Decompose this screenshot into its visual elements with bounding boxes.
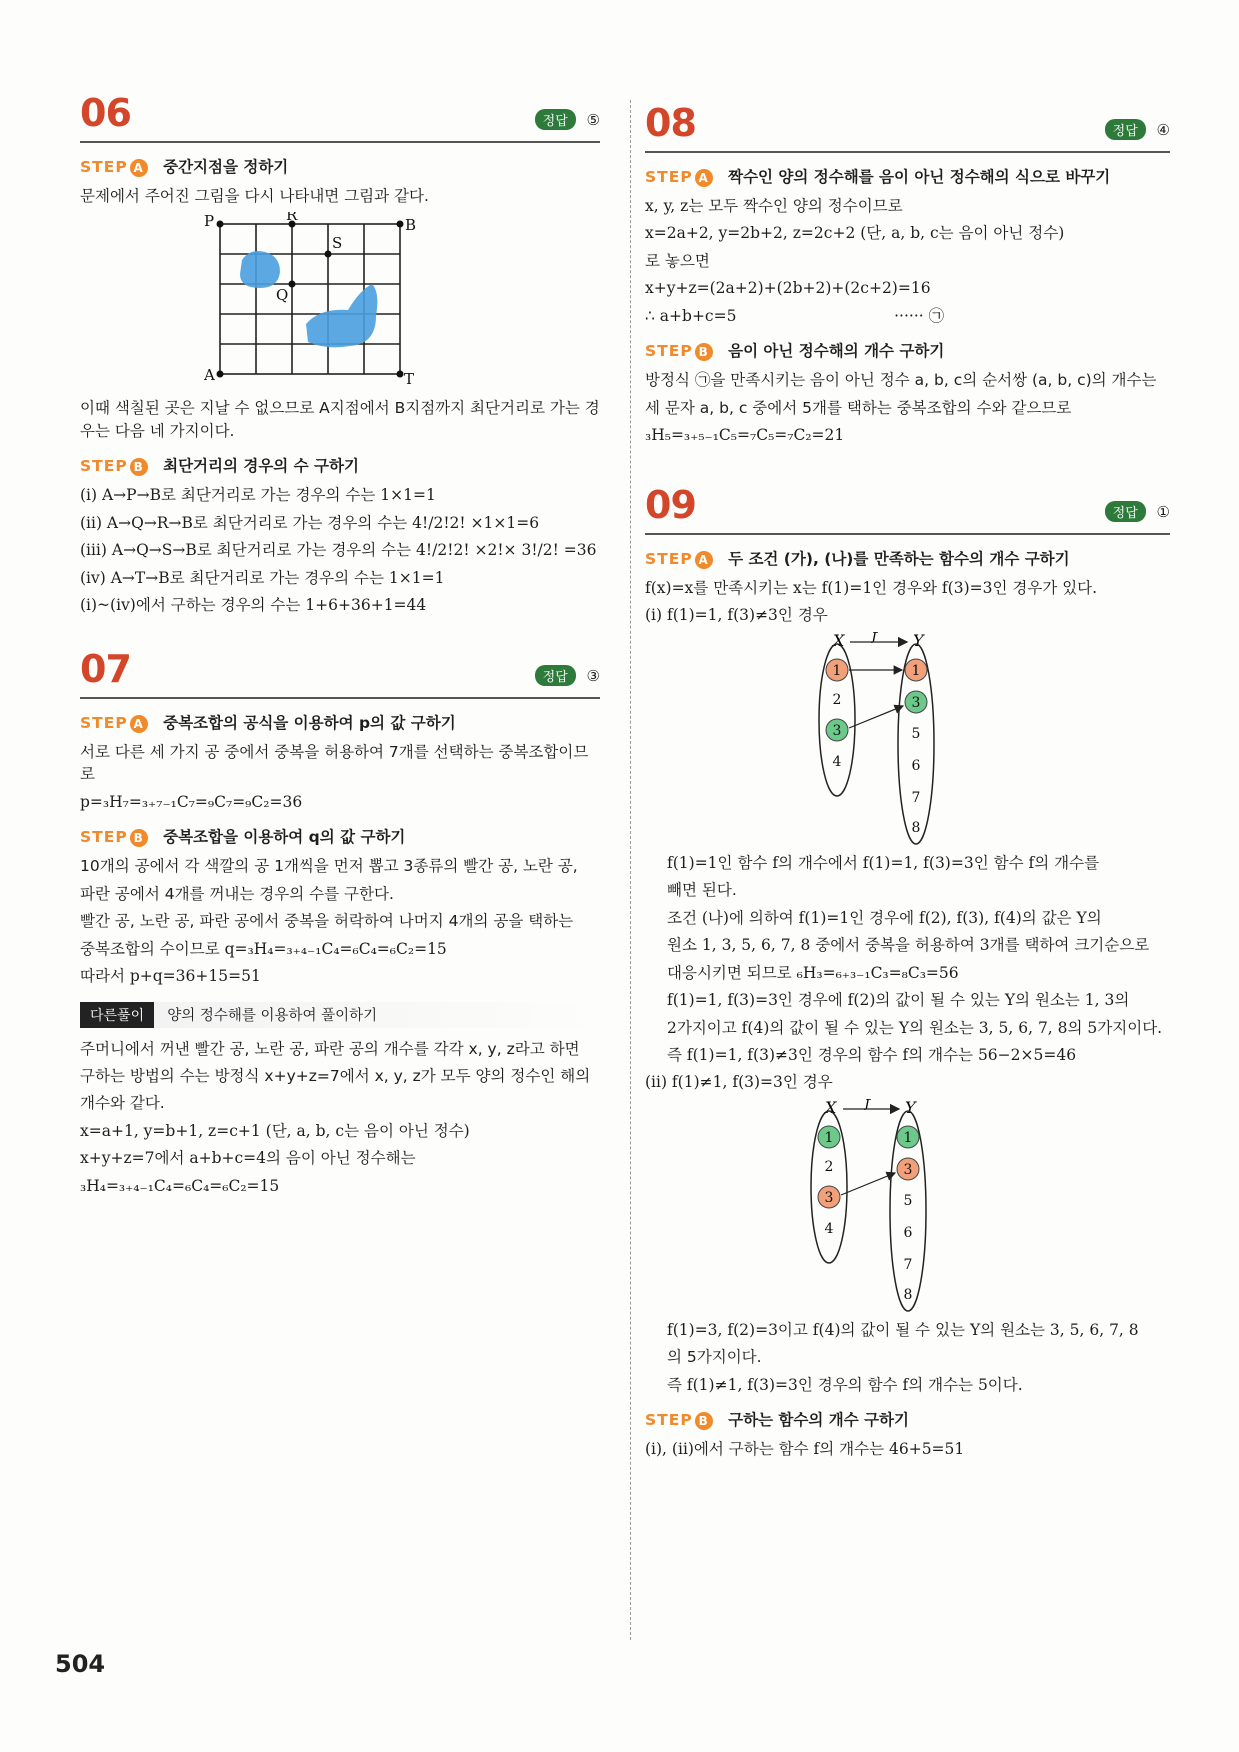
step-title: 중복조합의 공식을 이용하여 p의 값 구하기 [163,713,456,732]
step-line: x+y+z=(2a+2)+(2b+2)+(2c+2)=16 [645,279,931,298]
alt-line: x+y+z=7에서 a+b+c=4의 음이 아닌 정수해는 [80,1149,416,1168]
case-line: (ⅰ)~(ⅳ)에서 구하는 경우의 수는 1+6+36+1=44 [80,596,427,615]
step-title: 짝수인 양의 정수해를 음이 아닌 정수해의 식으로 바꾸기 [728,168,1111,186]
alt-line: 주머니에서 꺼낸 빨간 공, 노란 공, 파란 공의 개수를 각각 x, y, z라고 하면 [80,1039,580,1058]
label-Y: Y [913,631,924,650]
problem-07-header [80,646,600,699]
mapping-svg-1 [645,632,1170,847]
case2-line: 즉 f(1)≠1, f(3)=3인 경우의 함수 f의 개수는 5이다. [667,1375,1023,1394]
case1-line: 원소 1, 3, 5, 6, 7, 8 중에서 중복을 허용하여 3개를 택하여 크기순으로 [667,936,1150,955]
step-a-heading [645,547,1170,569]
shaded-region-1 [240,251,280,288]
label-T: T [404,370,415,389]
codomain-1: 1 [911,662,921,679]
case-line: (ⅰ) A→P→B로 최단거리로 가는 경우의 수는 1×1=1 [80,486,436,505]
codomain-8: 8 [911,819,921,836]
codomain-5: 5 [903,1192,913,1209]
step-a-heading [80,155,600,177]
step-line: 세 문자 a, b, c 중에서 5개를 택하는 중복조합의 수와 같으므로 [645,398,1072,417]
domain-2: 2 [832,691,842,708]
grid-svg [80,212,600,392]
domain-1: 1 [824,1129,834,1146]
label-S: S [332,234,343,253]
codomain-3: 3 [903,1161,913,1178]
step-b-heading [645,1408,1170,1430]
problem-06-header [80,91,600,143]
grid-note: 이때 색칠된 곳은 지날 수 없으므로 A지점에서 B지점까지 최단거리로 가는 경우는 다음 네 가지이다. [80,399,600,440]
codomain-5: 5 [911,725,921,742]
step-line: 10개의 공에서 각 색깔의 공 1개씩을 먼저 뽑고 3종류의 빨간 공, 노란 공, [80,857,578,876]
step-text: 문제에서 주어진 그림을 다시 나타내면 그림과 같다. [80,187,429,205]
intro-line: f(x)=x를 만족시키는 x는 f(1)=1인 경우와 f(3)=3인 경우가 있다. [645,578,1098,597]
alt-line: 개수와 같다. [80,1094,165,1113]
step-line: 서로 다른 세 가지 공 중에서 중복을 허용하여 7개를 선택하는 중복조합이므로 [80,742,589,784]
step-line: x=2a+2, y=2b+2, z=2c+2 (단, a, b, c는 음이 아닌 정수) [645,224,1065,243]
domain-4: 4 [832,753,842,770]
step-line: 파란 공에서 4개를 꺼내는 경우의 수를 구한다. [80,884,394,903]
step-title: 두 조건 (가), (나)를 만족하는 함수의 개수 구하기 [728,549,1070,568]
codomain-7: 7 [903,1256,913,1273]
label-f: f [872,631,878,644]
case1-line: 빼면 된다. [667,881,737,900]
answer-badge: 정답 [1105,501,1146,522]
answer [1105,501,1170,522]
problem-number: 09 [645,482,696,527]
domain-3: 3 [824,1189,834,1206]
alt-line: x=a+1, y=b+1, z=c+1 (단, a, b, c는 음이 아닌 정수) [80,1121,470,1140]
problem-number: 07 [80,646,131,691]
problem-09-header [645,482,1170,535]
label-X: X [825,1098,837,1117]
codomain-3: 3 [911,694,921,711]
step-tag: STEP A [80,158,148,176]
step-b-heading [80,454,600,476]
case1-line: 2가지이고 f(4)의 값이 될 수 있는 Y의 원소는 3, 5, 6, 7, 8의 5가지이다. [667,1018,1163,1037]
grid-diagram [80,212,600,392]
step-tag: STEP B [645,1411,713,1429]
step-a-heading [80,711,600,733]
alt-line: ₃H₄=₃₊₄₋₁C₄=₆C₄=₆C₂=15 [80,1176,280,1195]
mapping-svg-2 [645,1099,1170,1314]
case2-line: 의 5가지이다. [667,1348,762,1367]
alt-line: 구하는 방법의 수는 방정식 x+y+z=7에서 x, y, z가 모두 양의 정수인 해의 [80,1066,591,1085]
codomain-1: 1 [903,1129,913,1146]
alt-tag: 다른풀이 [80,1002,154,1028]
shaded-region-2 [306,284,377,347]
case1-line: 조건 (나)에 의하여 f(1)=1인 경우에 f(2), f(3), f(4)의 값은 Y의 [667,908,1102,927]
case1-line: 대응시키면 되므로 ₆H₃=₆₊₃₋₁C₃=₈C₃=56 [667,963,959,982]
case1-line: f(1)=1인 함수 f의 개수에서 f(1)=1, f(3)=3인 함수 f의 개수를 [667,853,1100,872]
domain-3: 3 [832,722,842,739]
step-line: 방정식 ㉠을 만족시키는 음이 아닌 정수 a, b, c의 순서쌍 (a, b, c)의 개수는 [645,371,1157,390]
step-line: x, y, z는 모두 짝수인 양의 정수이므로 [645,197,903,215]
step-line: p=₃H₇=₃₊₇₋₁C₇=₉C₇=₉C₂=36 [80,792,303,811]
column-divider [630,100,632,1640]
label-P: P [204,212,215,231]
step-line: 따라서 p+q=36+15=51 [80,967,261,986]
answer-value: ① [1156,502,1170,521]
case1-line: 즉 f(1)=1, f(3)≠3인 경우의 함수 f의 개수는 56−2×5=46 [667,1045,1077,1064]
step-title: 최단거리의 경우의 수 구하기 [163,457,359,476]
answer-value: ③ [586,666,600,685]
answer [1105,119,1170,140]
case-title: (ⅱ) f(1)≠1, f(3)=3인 경우 [645,1073,833,1092]
step-tag: STEP A [645,168,713,186]
label-X: X [833,631,845,650]
label-Q: Q [276,286,289,305]
case-line: (ⅳ) A→T→B로 최단거리로 가는 경우의 수는 1×1=1 [80,568,445,587]
label-Y: Y [905,1098,916,1117]
step-a-heading [645,165,1170,187]
step-tag: STEP A [645,550,713,568]
step-line: 빨간 공, 노란 공, 파란 공에서 중복을 허락하여 나머지 4개의 공을 택하는 [80,912,574,931]
label-R: R [286,212,298,225]
domain-1: 1 [832,662,842,679]
step-line: 중복조합의 수이므로 q=₃H₄=₃₊₄₋₁C₄=₆C₄=₆C₂=15 [80,939,447,958]
problem-08-header [645,101,1170,153]
page-number: 504 [55,1650,106,1678]
answer-badge: 정답 [535,109,576,130]
codomain-6: 6 [903,1224,913,1241]
label-f: f [865,1098,871,1111]
label-B: B [405,216,417,235]
step-tag: STEP B [645,342,713,360]
step-title: 음이 아닌 정수해의 개수 구하기 [728,342,945,361]
left-column [80,91,600,1202]
mapping-diagram-2 [645,1099,1170,1314]
step-tag: STEP B [80,828,148,846]
codomain-7: 7 [911,789,921,806]
codomain-6: 6 [911,757,921,774]
step-tag: STEP A [80,714,148,732]
step-b-heading [80,825,600,847]
step-line: ₃H₅=₃₊₅₋₁C₅=₇C₅=₇C₂=21 [645,426,845,445]
right-column [645,101,1170,1466]
case-line: (ⅱ) A→Q→R→B로 최단거리로 가는 경우의 수는 4!/2!2! ×1×1=6 [80,513,540,532]
mapping-diagram-1 [645,632,1170,847]
alt-title: 양의 정수해를 이용하여 풀이하기 [167,1007,378,1024]
case-title: (ⅰ) f(1)=1, f(3)≠3인 경우 [645,606,828,625]
step-title: 중간지점을 정하기 [163,158,289,176]
step-b-heading [645,339,1170,361]
case-line: (ⅲ) A→Q→S→B로 최단거리로 가는 경우의 수는 4!/2!2! ×2!× 3!/2! =36 [80,541,597,560]
answer-badge: 정답 [1105,119,1146,140]
step-line: 로 놓으면 [645,251,710,270]
step-line: ∴ a+b+c=5 ······ ㉠ [645,306,945,325]
domain-2: 2 [824,1158,834,1175]
step-tag: STEP B [80,457,148,475]
codomain-8: 8 [903,1286,913,1303]
final-line: (ⅰ), (ⅱ)에서 구하는 함수 f의 개수는 46+5=51 [645,1440,965,1459]
answer-value: ④ [1156,121,1170,139]
case2-line: f(1)=3, f(2)=3이고 f(4)의 값이 될 수 있는 Y의 원소는 3, 5, 6, 7, 8 [667,1320,1139,1339]
alternative-solution-header [80,1002,600,1028]
answer-badge: 정답 [535,665,576,686]
answer-value: ⑤ [586,111,600,129]
case1-line: f(1)=1, f(3)=3인 경우에 f(2)의 값이 될 수 있는 Y의 원소는 1, 3의 [667,991,1130,1010]
answer [535,109,600,130]
problem-number: 08 [645,101,696,145]
step-title: 중복조합을 이용하여 q의 값 구하기 [163,828,406,847]
problem-number: 06 [80,91,131,135]
domain-4: 4 [824,1220,834,1237]
step-title: 구하는 함수의 개수 구하기 [728,1411,909,1430]
label-A: A [204,366,215,385]
answer [535,665,600,686]
